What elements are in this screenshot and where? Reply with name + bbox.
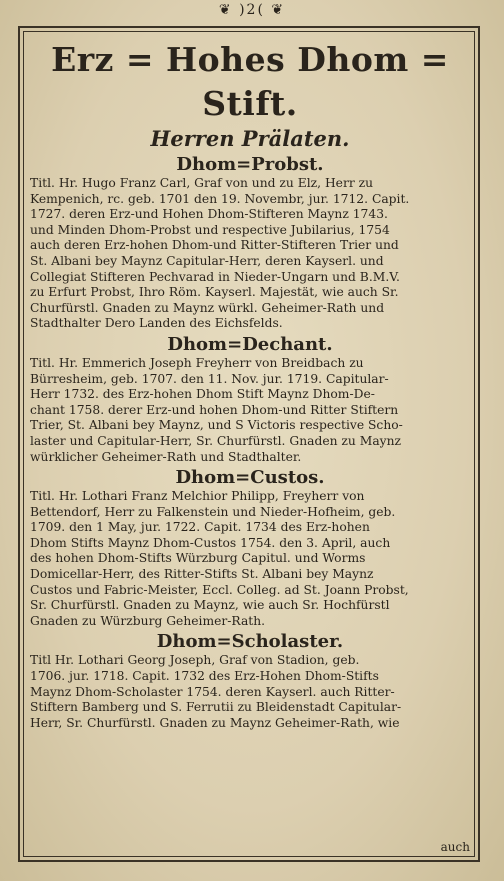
section-body bbox=[30, 489, 470, 629]
section-body bbox=[30, 356, 470, 465]
text-line: Titl. Hr. Lothari Franz Melchior Philipp, Freyherr von bbox=[30, 489, 365, 504]
text-line: Stadthalter Dero Landen des Eichsfelds. bbox=[30, 316, 283, 331]
text-line: Herr, Sr. Churfürstl. Gnaden zu Maynz Geheimer-Rath, wie bbox=[30, 715, 400, 730]
text-line: chant 1758. derer Erz-und hohen Dhom-und Ritter Stiftern bbox=[30, 402, 399, 417]
text-line: Titl. Hr. Hugo Franz Carl, Graf von und zu Elz, Herr zu bbox=[30, 176, 374, 190]
section-body bbox=[30, 176, 470, 332]
text-line: Dhom Stifts Maynz Dhom-Custos 1754. den 3. April, auch bbox=[30, 535, 391, 550]
text-line: Sr. Churfürstl. Gnaden zu Maynz, wie auch Sr. Hochfürstl bbox=[30, 598, 390, 613]
text-line: Stiftern Bamberg und S. Ferrutii zu Bleidenstadt Capitular- bbox=[30, 700, 402, 715]
text-line: Herr 1732. des Erz-hohen Dhom Stift Maynz Dhom-De- bbox=[30, 387, 375, 402]
text-line: Gnaden zu Würzburg Geheimer-Rath. bbox=[30, 613, 266, 628]
text-line: Kempenich, rc. geb. 1701 den 19. Novembr, jur. 1712. Capit. bbox=[30, 191, 410, 206]
text-line: des hohen Dhom-Stifts Würzburg Capitul. und Worms bbox=[30, 551, 366, 566]
text-line: laster und Capitular-Herr, Sr. Churfürstl. Gnaden zu Maynz bbox=[30, 433, 402, 448]
text-line: 1727. deren Erz-und Hohen Dhom-Stifteren Maynz 1743. bbox=[30, 207, 388, 222]
text-line: Custos und Fabric-Meister, Eccl. Colleg. ad St. Joann Probst, bbox=[30, 582, 409, 597]
text-line: Titl Hr. Lothari Georg Joseph, Graf von Stadion, geb. bbox=[30, 653, 360, 668]
text-line: Bettendorf, Herr zu Falkenstein und Nieder-Hofheim, geb. bbox=[30, 504, 396, 519]
text-line: auch deren Erz-hohen Dhom-und Ritter-Stifteren Trier und bbox=[30, 238, 399, 253]
catchword: auch bbox=[440, 840, 470, 854]
text-line: Maynz Dhom-Scholaster 1754. deren Kayserl. auch Ritter- bbox=[30, 684, 395, 699]
text-line: Trier, St. Albani bey Maynz, und S Victoris respective Scho- bbox=[30, 418, 403, 433]
text-line: St. Albani bey Maynz Capitular-Herr, deren Kayserl. und bbox=[30, 253, 384, 268]
sections-container bbox=[30, 154, 470, 731]
text-line: Collegiat Stifteren Pechvarad in Nieder-Ungarn und B.M.V. bbox=[30, 269, 400, 284]
text-line: Titl. Hr. Emmerich Joseph Freyherr von Breidbach zu bbox=[30, 355, 364, 370]
page-content bbox=[30, 38, 470, 731]
page-subtitle: Herren Prälaten. bbox=[150, 126, 350, 151]
text-line: würklicher Geheimer-Rath und Stadthalter. bbox=[30, 449, 302, 464]
text-line: zu Erfurt Probst, Ihro Röm. Kayserl. Majestät, wie auch Sr. bbox=[30, 285, 399, 300]
text-line: Bürresheim, geb. 1707. den 11. Nov. jur. 1719. Capitular- bbox=[30, 371, 389, 386]
page-title: Erz = Hohes Dhom = Stift. bbox=[51, 40, 449, 123]
section-heading: Dhom=Custos. bbox=[175, 467, 325, 489]
section-heading: Dhom=Scholaster. bbox=[156, 631, 344, 653]
section-heading: Dhom=Dechant. bbox=[167, 333, 333, 355]
text-line: Domicellar-Herr, des Ritter-Stifts St. Albani bey Maynz bbox=[30, 567, 374, 582]
text-line: 1709. den 1 May, jur. 1722. Capit. 1734 des Erz-hohen bbox=[30, 520, 370, 535]
text-line: und Minden Dhom-Probst und respective Jubilarius, 1754 bbox=[30, 222, 390, 237]
text-line: 1706. jur. 1718. Capit. 1732 des Erz-Hohen Dhom-Stifts bbox=[30, 669, 379, 684]
section-body bbox=[30, 653, 470, 731]
page-number-ornament: ❦ )2( ❦ bbox=[218, 2, 286, 18]
text-line: Churfürstl. Gnaden zu Maynz würkl. Geheimer-Rath und bbox=[30, 300, 385, 315]
section-heading: Dhom=Probst. bbox=[176, 154, 324, 175]
